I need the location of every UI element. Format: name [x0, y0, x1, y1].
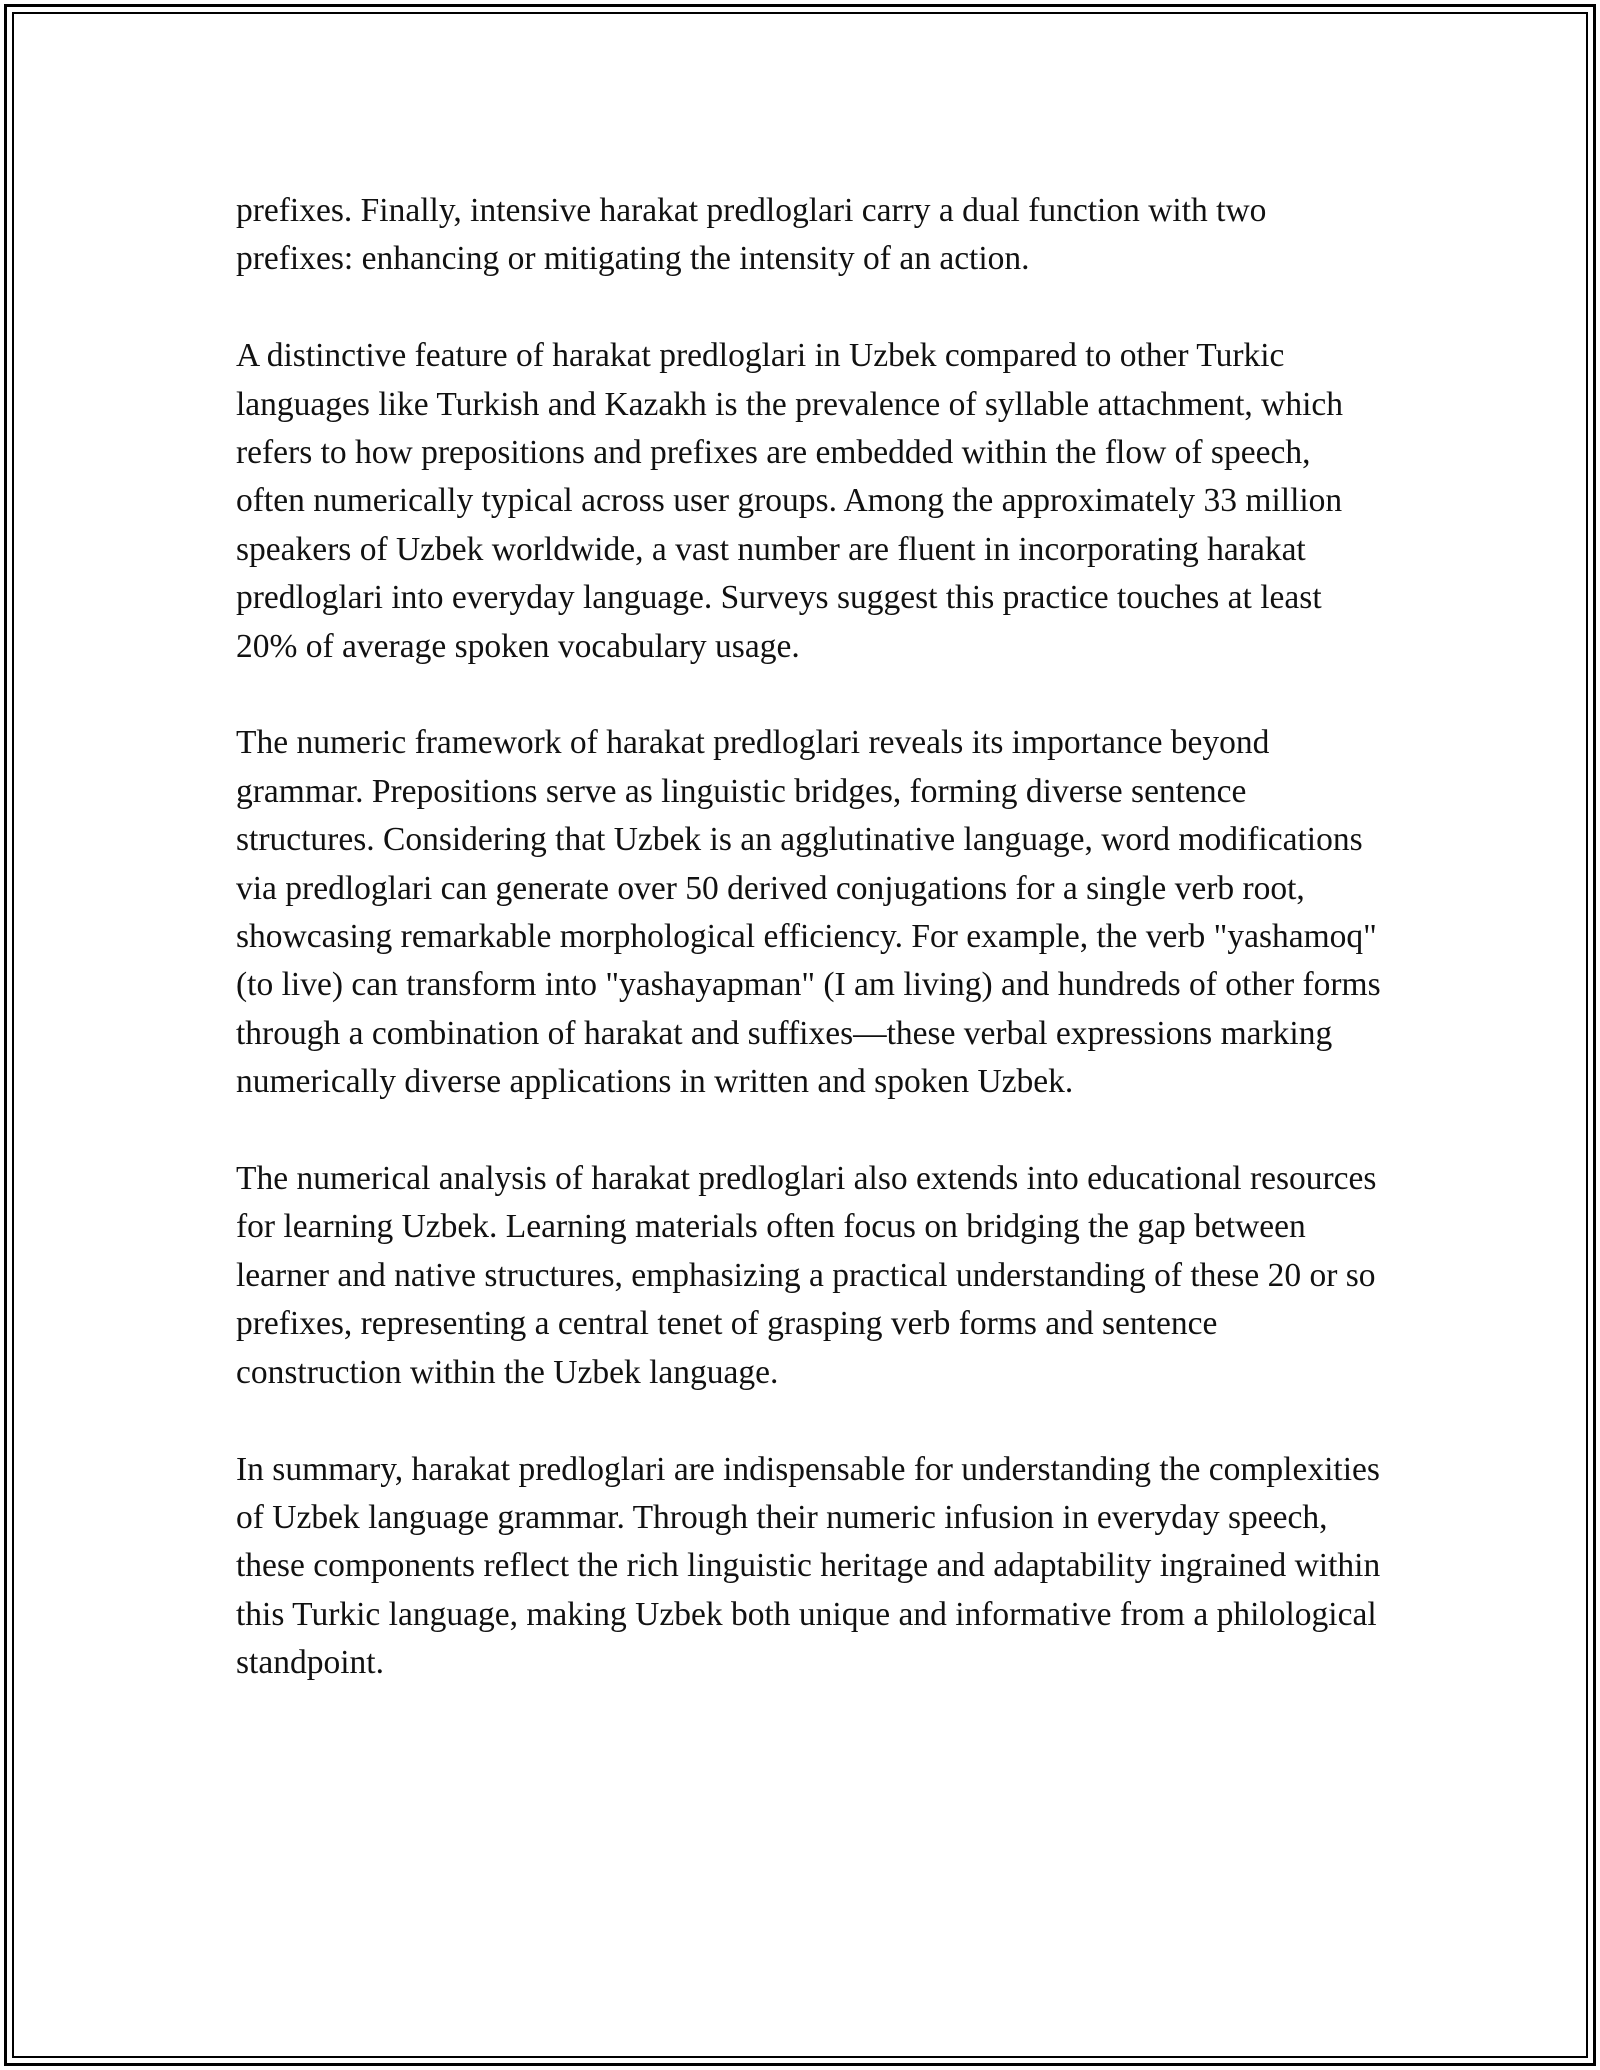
paragraph-educational-resources: The numerical analysis of harakat predloglari also extends into educational resources for learning Uzbek. Learning materials often focus on bridging the gap between learner and native structures, emphasizing a practical understanding of these 20 or so prefixes, representing a central tenet of grasping verb forms and sentence construction within the Uzbek language. — [236, 1160, 1377, 1391]
document-body — [236, 187, 1386, 1736]
paragraph-distinctive-feature: A distinctive feature of harakat predloglari in Uzbek compared to other Turkic languages like Turkish and Kazakh is the prevalence of syllable attachment, which refers to how prepositions and prefixes are embedded within the flow of speech, often numerically typical across user groups. Among the approximately 33 million speakers of Uzbek worldwide, a vast number are fluent in incorporating harakat predloglari into everyday language. Surveys suggest this practice touches at least 20% of average spoken vocabulary usage. — [236, 337, 1344, 665]
paragraph-summary: In summary, harakat predloglari are indispensable for understanding the complexities of Uzbek language grammar. Through their numeric infusion in everyday speech, these components reflect the rich linguistic heritage and adaptability ingrained within this Turkic language, making Uzbek both unique and informative from a philological standpoint. — [236, 1450, 1381, 1682]
paragraph-prefix-functions: prefixes. Finally, intensive harakat predloglari carry a dual function with two prefixes: enhancing or mitigating the intensity of an action. — [236, 192, 1267, 278]
paragraph-numeric-framework: The numeric framework of harakat predloglari reveals its importance beyond grammar. Prepositions serve as linguistic bridges, forming diverse sentence structures. Considering that Uzbek is an agglutinative language, word modifications via predloglari can generate over 50 derived conjugations for a single verb root, showcasing remarkable morphological efficiency. For example, the verb "yashamoq" (to live) can transform into "yashayapman" (I am living) and hundreds of other forms through a combination of harakat and suffixes—these verbal expressions marking numerically diverse applications in written and spoken Uzbek. — [236, 724, 1381, 1101]
